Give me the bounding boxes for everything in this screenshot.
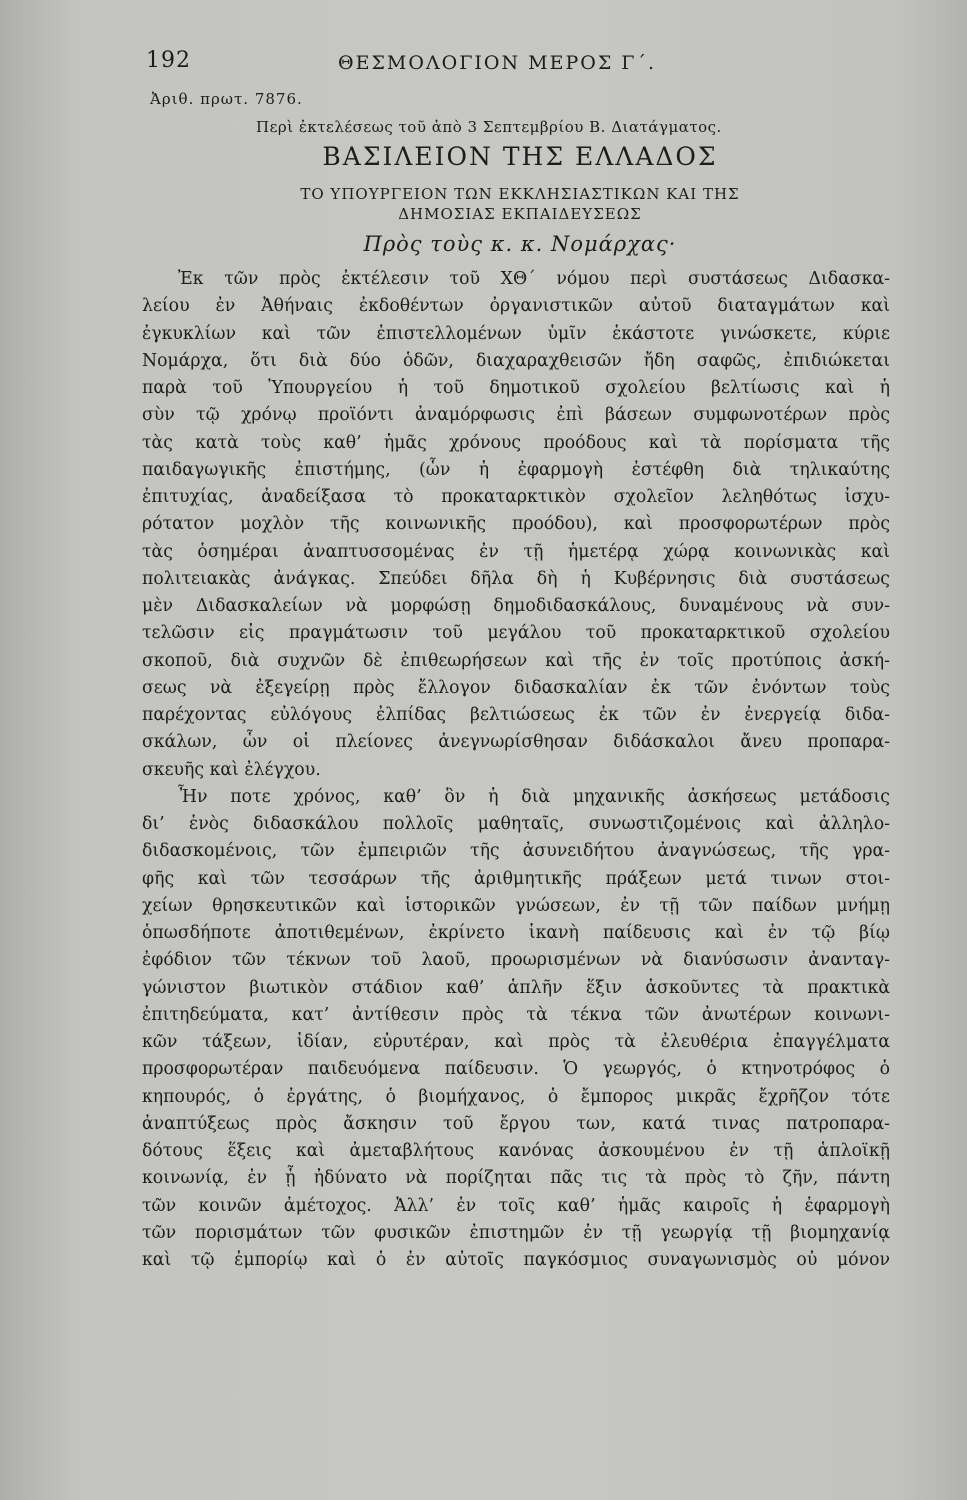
text-line: τελῶσιν εἰς πραγμάτωσιν τοῦ μεγάλου τοῦ προκαταρκτικοῦ σχολείου — [142, 623, 890, 644]
text-line: παιδαγωγικῆς ἐπιστήμης, (ὧν ἡ ἐφαρμογὴ ἐστέφθη διὰ τηλικαύτης — [142, 459, 890, 480]
text-line: λείου ἐν Ἀθήναις ἐκδοθέντων ὀργανιστικῶν αὐτοῦ διαταγμάτων καὶ — [142, 296, 890, 317]
text-line: πολιτειακὰς ἀνάγκας. Σπεύδει δῆλα δὴ ἡ Κυβέρνησις διὰ συστάσεως — [142, 568, 890, 589]
text-line: σὺν τῷ χρόνῳ προϊόντι ἀναμόρφωσις ἐπὶ βάσεων συμφωνοτέρων πρὸς — [142, 405, 890, 426]
protocol-number: Ἀριθ. πρωτ. 7876. — [150, 90, 303, 108]
text-line: κηπουρός, ὁ ἐργάτης, ὁ βιομήχανος, ὁ ἔμπορος μικρᾶς ἔχρῆζον τότε — [142, 1086, 890, 1107]
text-line: ἐπιτυχίας, ἀναδείξασα τὸ προκαταρκτικὸν σχολεῖον λεληθότως ἰσχυ- — [142, 487, 890, 507]
running-title: ΘΕΣΜΟΛΟΓΙΟΝ ΜΕΡΟΣ Γ΄. — [338, 52, 657, 74]
text-line: σεως νὰ ἐξεγείρῃ πρὸς ἔλλογον διδασκαλίαν ἐκ τῶν ἐνόντων τοὺς — [142, 677, 890, 698]
text-line: σκευῆς καὶ ἐλέγχου. — [142, 759, 321, 780]
page-header — [140, 48, 900, 82]
ministry-line: ΔΗΜΟΣΙΑΣ ΕΚΠΑΙΔΕΥΣΕΩΣ — [398, 205, 642, 223]
kingdom-heading: ΒΑΣΙΛΕΙΟΝ ΤΗΣ ΕΛΛΑΔΟΣ — [322, 142, 718, 171]
text-line: φῆς καὶ τῶν τεσσάρων τῆς ἀριθμητικῆς πράξεων μετά τινων στοι- — [142, 868, 890, 889]
text-line: Νομάρχα, ὅτι διὰ δύο ὁδῶν, διαχαραχθεισῶν ἤδη σαφῶς, ἐπιδιώκεται — [142, 350, 890, 371]
text-line: χείων θρησκευτικῶν καὶ ἱστορικῶν γνώσεων, ἐν τῇ τῶν παίδων μνήμῃ — [142, 895, 890, 916]
text-line: τὰς ὁσημέραι ἀναπτυσσομένας ἐν τῇ ἡμετέρᾳ χώρᾳ κοινωνικὰς καὶ — [142, 541, 890, 562]
text-line: προσφορωτέραν παιδευόμενα παίδευσιν. Ὁ γεωργός, ὁ κτηνοτρόφος ὁ — [142, 1059, 890, 1080]
text-line: παρὰ τοῦ Ὑπουργείου ἡ τοῦ δημοτικοῦ σχολείου βελτίωσις καὶ ἡ — [142, 378, 890, 398]
text-line: Ἦν ποτε χρόνος, καθ’ ὃν ἡ διὰ μηχανικῆς ἀσκήσεως μετάδοσις — [178, 786, 890, 807]
text-line: τὰς κατὰ τοὺς καθ’ ἡμᾶς χρόνους προόδους καὶ τὰ πορίσματα τῆς — [142, 432, 890, 453]
text-line: ἐγκυκλίων καὶ τῶν ἐπιστελλομένων ὑμῖν ἑκάστοτε γινώσκετε, κύριε — [142, 323, 890, 344]
text-line: τῶν πορισμάτων τῶν φυσικῶν ἐπιστημῶν ἐν τῇ γεωργίᾳ τῇ βιομηχανίᾳ — [142, 1222, 890, 1243]
text-line: ρότατον μοχλὸν τῆς κοινωνικῆς προόδου), καὶ προσφορωτέρων πρὸς — [142, 514, 890, 535]
text-line: καὶ τῷ ἐμπορίῳ καὶ ὁ ἐν αὐτοῖς παγκόσμιος συναγωνισμὸς οὐ μόνον — [142, 1250, 890, 1270]
body-text — [142, 266, 890, 1274]
text-line: μὲν Διδασκαλείων νὰ μορφώσῃ δημοδιδασκάλους, δυναμένους νὰ συν- — [142, 596, 890, 616]
addressee-line: Πρὸς τοὺς κ. κ. Νομάρχας· — [363, 232, 677, 256]
text-line: κοινωνίᾳ, ἐν ᾗ ἠδύνατο νὰ πορίζηται πᾶς τις τὰ πρὸς τὸ ζῆν, πάντη — [142, 1168, 890, 1189]
text-line: δότους ἕξεις καὶ ἀμεταβλήτους κανόνας ἀσκουμένου ἐν τῇ ἁπλοϊκῇ — [142, 1141, 890, 1161]
ministry-line: ΤΟ ΥΠΟΥΡΓΕΙΟΝ ΤΩΝ ΕΚΚΛΗΣΙΑΣΤΙΚΩΝ ΚΑΙ ΤΗΣ — [300, 185, 740, 203]
ministry-heading — [140, 184, 900, 224]
text-line: κῶν τάξεων, ἰδίαν, εὐρυτέραν, καὶ πρὸς τὰ ἐλευθέρια ἐπαγγέλματα — [142, 1032, 890, 1052]
text-line: σκοποῦ, διὰ συχνῶν δὲ ἐπιθεωρήσεων καὶ τῆς ἐν τοῖς προτύποις ἀσκή- — [142, 650, 890, 671]
text-line: σκάλων, ὧν οἱ πλείονες ἀνεγνωρίσθησαν διδάσκαλοι ἄνευ προπαρα- — [142, 732, 890, 753]
text-line: ἐπιτηδεύματα, κατ’ ἀντίθεσιν πρὸς τὰ τέκνα τῶν ἀνωτέρων κοινωνι- — [142, 1004, 890, 1025]
text-line: παρέχοντας εὐλόγους ἐλπίδας βελτιώσεως ἐκ τῶν ἐν ἐνεργείᾳ διδα- — [142, 705, 890, 725]
text-line: ὁπωσδήποτε ἀποτιθεμένων, ἐκρίνετο ἱκανὴ παίδευσις καὶ ἐν τῷ βίῳ — [142, 923, 890, 943]
page-number: 192 — [146, 48, 191, 73]
text-line: ἀναπτύξεως πρὸς ἄσκησιν τοῦ ἔργου των, κατά τινας πατροπαρα- — [142, 1113, 890, 1134]
document-subject: Περὶ ἐκτελέσεως τοῦ ἀπὸ 3 Σεπτεμβρίου Β. Διατάγματος. — [256, 118, 722, 136]
text-line: γώνιστον βιωτικὸν στάδιον καθ’ ἁπλῆν ἕξιν ἀσκοῦντες τὰ πρακτικὰ — [142, 977, 890, 998]
text-line: δι’ ἑνὸς διδασκάλου πολλοῖς μαθηταῖς, συνωστιζομένοις καὶ ἀλληλο- — [142, 814, 890, 834]
text-line: τῶν κοινῶν ἀμέτοχος. Ἀλλ’ ἐν τοῖς καθ’ ἡμᾶς καιροῖς ἡ ἐφαρμογὴ — [142, 1195, 890, 1216]
text-line: ἐφόδιον τῶν τέκνων τοῦ λαοῦ, προωρισμένων νὰ διανύσωσιν ἀνανταγ- — [142, 950, 890, 971]
text-line: Ἐκ τῶν πρὸς ἐκτέλεσιν τοῦ ΧΘ΄ νόμου περὶ συστάσεως Διδασκα- — [178, 269, 890, 289]
text-line: διδασκομένοις, τῶν ἐμπειριῶν τῆς ἀσυνειδήτου ἀναγνώσεως, τῆς γρα- — [142, 841, 890, 862]
